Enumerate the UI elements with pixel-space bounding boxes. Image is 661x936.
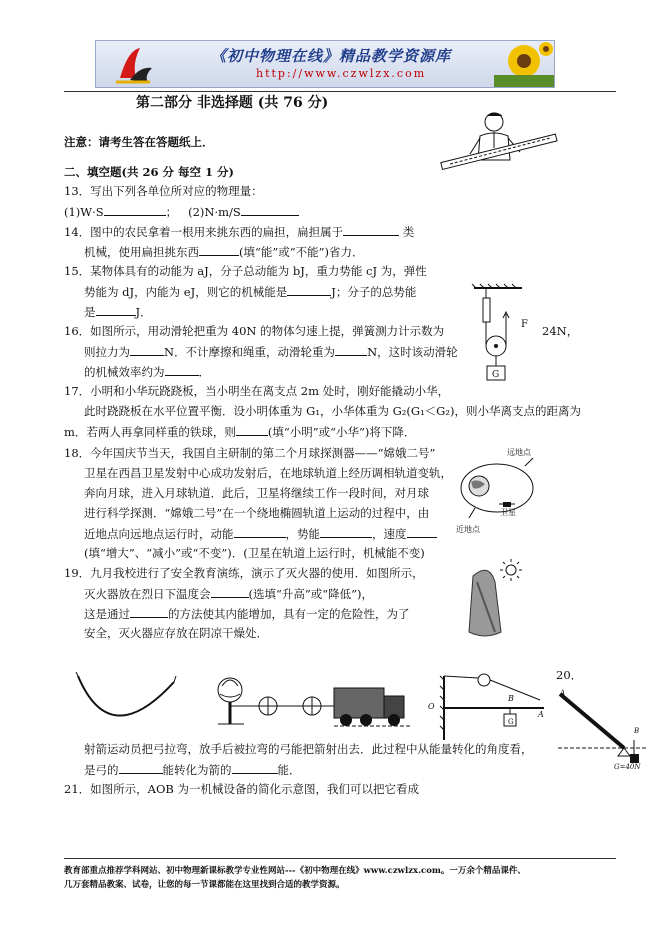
q20-text2-mid: 能转化为箭的 — [162, 763, 232, 777]
q15-blank1[interactable] — [287, 284, 331, 296]
pulley-label-g: G — [492, 370, 500, 380]
bow-figure — [70, 672, 180, 742]
header-rule — [64, 91, 616, 92]
pulley-figure — [470, 284, 530, 384]
q19-text3: 这是通过 — [84, 607, 130, 621]
extinguisher-figure — [455, 562, 525, 642]
q13-a-end: ； — [165, 205, 178, 219]
header-banner — [95, 40, 555, 88]
q17-text3-end: (填“小明”或“小华”)将下降． — [267, 425, 416, 439]
q19-text2-end: (选填“升高”或“降低”)， — [248, 587, 373, 601]
q18-blank1[interactable] — [234, 526, 286, 538]
q14-text2-end: (填“能”或“不能”)省力． — [239, 245, 364, 259]
footer-line2: 几万套精品教案、试卷，让您的每一节课都能在这里找到合适的教学资源。 — [64, 880, 345, 890]
q16-line1: 16．如图所示，用动滑轮把重为 40N 的物体匀速上提，弹簧测力计示数为 — [64, 324, 445, 338]
q19-text2: 灭火器放在烈日下温度会 — [84, 587, 211, 601]
farmer-figure — [440, 108, 560, 198]
q17-line1: 17．小明和小华玩跷跷板，当小明坐在离支点 2m 处时，刚好能撬动小华， — [64, 384, 450, 398]
q20-text2: 是弓的 — [84, 763, 119, 777]
q19-line2 — [84, 586, 373, 601]
q13-b-label: (2)N·m/S — [188, 205, 241, 219]
note: 注意：请考生答在答题纸上． — [64, 135, 214, 149]
q14-text2: 机械，使用扁担挑东西 — [84, 245, 199, 259]
pulley-label-f: F — [521, 319, 528, 330]
q20-line1: 射箭运动员把弓拉弯，放手后被拉弯的弓能把箭射出去．此过程中从能量转化的角度看， — [84, 742, 533, 756]
q15-text2: 势能为 dJ，内能为 eJ，则它的机械能是 — [84, 285, 288, 299]
q17-line3 — [64, 424, 415, 439]
q16-text3-end: ． — [198, 365, 210, 379]
q20-line2 — [84, 762, 301, 777]
q16-text2-end: N，这时该动滑轮 — [367, 345, 458, 359]
q21-line1: 21．如图所示，AOB 为一机械设备的简化示意图，我们可以把它看成 — [64, 782, 419, 796]
incline-label-a: A — [560, 689, 566, 697]
q14-blank1[interactable] — [343, 224, 399, 236]
q18-text5-mid2: ，速度 — [372, 527, 407, 541]
q15-text3-end: J． — [135, 305, 152, 319]
q14-text1: 14．图中的农民拿着一根用来挑东西的扁担，扁担属于 — [64, 225, 344, 239]
part-title: 第二部分 非选择题 (共 76 分) — [136, 95, 329, 111]
incline-label-b: B — [634, 727, 640, 735]
banner-url: http://www.czwlzx.com — [256, 67, 427, 80]
q16-blank1[interactable] — [130, 344, 164, 356]
sunflower-icon — [494, 41, 554, 87]
lever-label-b: B — [508, 694, 514, 703]
q16-line1-tail: 24N， — [542, 324, 579, 338]
q15-line3 — [84, 304, 152, 319]
q15-line2 — [84, 284, 416, 299]
tree-pulley-truck-figure — [216, 670, 416, 730]
q19-blank1[interactable] — [211, 586, 249, 598]
q17-line2: 此时跷跷板在水平位置平衡．设小明体重为 G₁，小华体重为 G₂(G₁＜G₂)，则小华离支点的距离为 — [84, 404, 581, 418]
banner-title: 《初中物理在线》精品教学资源库 — [211, 47, 452, 65]
q13-b-blank[interactable] — [241, 204, 299, 216]
q13-a-label: (1)W·S — [64, 205, 104, 219]
q20-blank1[interactable] — [119, 762, 163, 774]
q15-line1: 15．某物体具有的动能为 aJ，分子总动能为 bJ，重力势能 cJ 为，弹性 — [64, 264, 427, 278]
q20-number: 20． — [556, 668, 583, 682]
section-2-title: 二、填空题(共 26 分 每空 1 分) — [64, 165, 234, 179]
q16-text2-mid: N．不计摩擦和绳重，动滑轮重为 — [164, 345, 336, 359]
q14-line2 — [84, 244, 364, 259]
orbit-label-near: 近地点 — [456, 525, 480, 534]
q20-blank2[interactable] — [232, 762, 278, 774]
q20-text2-end: 能． — [277, 763, 301, 777]
footer-rule — [64, 858, 616, 859]
q18-line3: 奔向月球，进入月球轨道．此后，卫星将继续工作一段时间，对月球 — [84, 486, 429, 500]
q18-blank2[interactable] — [320, 526, 372, 538]
q19-text3-end: 的方法使其内能增加，具有一定的危险性，为了 — [168, 607, 410, 621]
incline-label-g40: G=40N — [614, 763, 641, 771]
q16-text2: 则拉力为 — [84, 345, 130, 359]
q14-blank2[interactable] — [199, 244, 239, 256]
q13-stem: 13．写出下列各单位所对应的物理量： — [64, 184, 263, 198]
q15-text3: 是 — [84, 305, 96, 319]
q17-text3: m．若两人再拿同样重的铁球，则 — [64, 425, 236, 439]
lever-label-a: A — [538, 710, 544, 719]
q18-line6: (填“增大”、“减小”或“不变”)．(卫星在轨道上运行时，机械能不变) — [84, 546, 425, 560]
q13-a-blank[interactable] — [104, 204, 166, 216]
q19-line3 — [84, 606, 410, 621]
q18-line1: 18．今年国庆节当天，我国自主研制的第二个月球探测器——“嫦娥二号” — [64, 446, 436, 460]
q18-text5-mid1: ，势能 — [285, 527, 320, 541]
q16-line3 — [84, 364, 210, 379]
q14-line1 — [64, 224, 414, 239]
q15-blank2[interactable] — [96, 304, 136, 316]
footer-line1: 教育部重点推荐学科网站、初中物理新课标教学专业性网站---《初中物理在线》www.czwlzx.com。一万余个精品课件、 — [64, 866, 526, 876]
q18-line2: 卫星在西昌卫星发射中心成功发射后，在地球轨道上经历调相轨道变轨， — [84, 466, 452, 480]
q13-answer-line — [64, 204, 299, 219]
q16-blank3[interactable] — [165, 364, 199, 376]
q18-blank3[interactable] — [407, 526, 437, 538]
q17-blank2[interactable] — [236, 424, 268, 436]
orbit-label-far: 远地点 — [507, 448, 531, 457]
q16-text3: 的机械效率约为 — [84, 365, 165, 379]
q19-line4: 安全，灭火器应存放在阴凉干燥处． — [84, 626, 268, 640]
q18-text5: 近地点向远地点运行时，动能 — [84, 527, 234, 541]
logo-icon — [114, 44, 154, 84]
lever-label-o: O — [428, 702, 435, 711]
q19-blank2[interactable] — [130, 606, 168, 618]
lever-setup-figure — [440, 670, 550, 740]
q19-line1: 19．九月我校进行了安全教育演练，演示了灭火器的使用．如图所示， — [64, 566, 424, 580]
q16-line2 — [84, 344, 458, 359]
lever-label-g: G — [508, 718, 514, 726]
q14-text1-end: 类 — [402, 225, 415, 239]
q18-line5 — [84, 526, 437, 541]
q18-line4: 进行科学探测．“嫦娥二号”在一个绕地椭圆轨道上运动的过程中，由 — [84, 506, 430, 520]
q16-blank2[interactable] — [335, 344, 367, 356]
orbit-label-sat: 卫星 — [500, 508, 516, 517]
q15-text2-end: J；分子的总势能 — [331, 285, 417, 299]
